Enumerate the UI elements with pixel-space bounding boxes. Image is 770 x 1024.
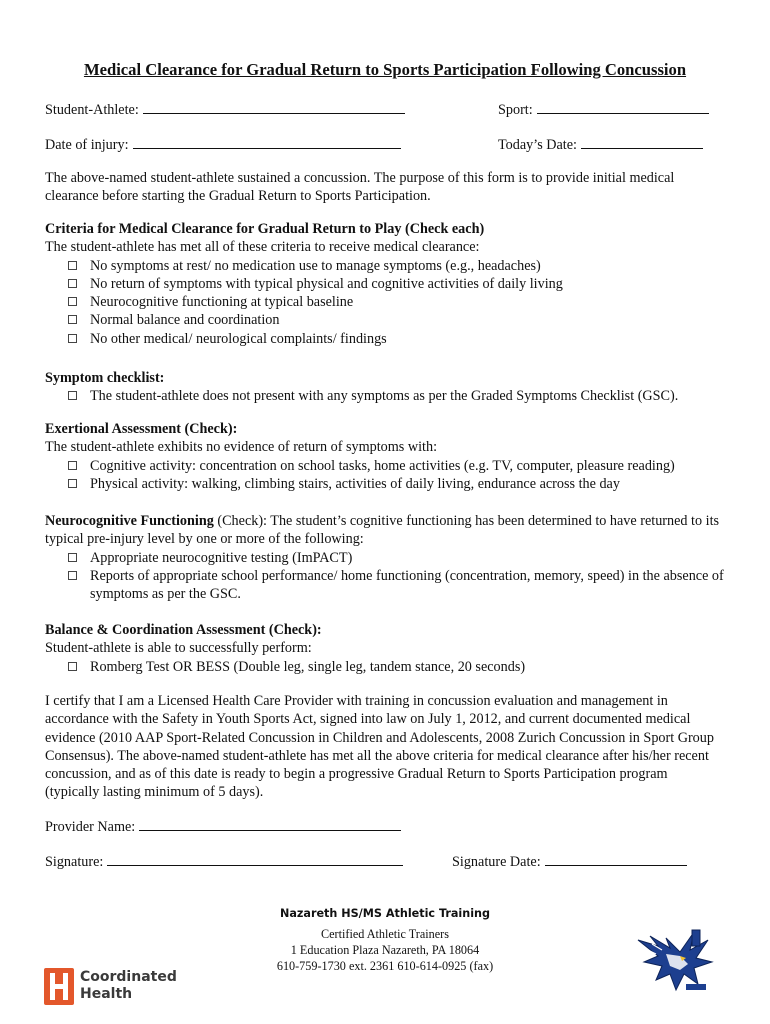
intro-paragraph bbox=[45, 169, 725, 206]
footer-line-2: 1 Education Plaza Nazareth, PA 18064 bbox=[290, 943, 480, 957]
neuro-section bbox=[45, 512, 725, 603]
coordinated-health-logo bbox=[44, 968, 177, 1006]
neuro-item: Appropriate neurocognitive testing (ImPACT) bbox=[45, 549, 725, 567]
coordinated-health-mark-icon bbox=[44, 968, 74, 1005]
footer-org: Nazareth HS/MS Athletic Training bbox=[279, 907, 491, 920]
coordinated-health-wordmark: Coordinated Health bbox=[80, 969, 177, 1002]
balance-section bbox=[45, 621, 725, 676]
checkbox[interactable] bbox=[68, 315, 77, 324]
symptom-item: The student-athlete does not present with any symptoms as per the Graded Symptoms Checklist (GSC). bbox=[45, 387, 725, 405]
signature-date-line[interactable] bbox=[545, 851, 687, 866]
exertional-section bbox=[45, 420, 725, 493]
sport-line[interactable] bbox=[537, 99, 709, 114]
criteria-item: Neurocognitive functioning at typical baseline bbox=[45, 293, 725, 311]
symptom-section bbox=[45, 369, 725, 406]
checkbox[interactable] bbox=[68, 391, 77, 400]
student-athlete-line[interactable] bbox=[143, 99, 405, 114]
exertional-lead: The student-athlete exhibits no evidence of return of symptoms with: bbox=[45, 439, 438, 456]
sport-field bbox=[498, 99, 709, 119]
balance-item: Romberg Test OR BESS (Double leg, single leg, tandem stance, 20 seconds) bbox=[45, 658, 725, 676]
checkbox[interactable] bbox=[68, 334, 77, 343]
eagle-mascot-icon bbox=[636, 928, 718, 998]
footer-line-3: 610-759-1730 ext. 2361 610-614-0925 (fax) bbox=[276, 959, 494, 973]
todays-date-label: Today’s Date: bbox=[498, 137, 577, 153]
criteria-item: No return of symptoms with typical physical and cognitive activities of daily living bbox=[45, 275, 725, 293]
neuro-header: Neurocognitive Functioning bbox=[45, 513, 214, 529]
provider-name-label: Provider Name: bbox=[45, 819, 136, 835]
todays-date-line[interactable] bbox=[581, 134, 703, 149]
criteria-item: Normal balance and coordination bbox=[45, 311, 725, 329]
balance-lead: Student-athlete is able to successfully perform: bbox=[45, 640, 312, 657]
checkbox[interactable] bbox=[68, 553, 77, 562]
symptom-header: Symptom checklist: bbox=[45, 370, 165, 386]
sport-label: Sport: bbox=[498, 102, 533, 118]
checkbox[interactable] bbox=[68, 479, 77, 488]
certification-paragraph bbox=[45, 692, 725, 802]
signature-date-field bbox=[452, 851, 687, 871]
date-of-injury-label: Date of injury: bbox=[45, 137, 129, 153]
certification-text: I certify that I am a Licensed Health Care Provider with training in concussion evaluation and management in accordance with the Safety in Youth Sports Act, signed into law on July 1, 2012, and current documented medical evidence (2010 AAP Sport-Related Concussion in Children and Adolescents, 2008 Zurich Concussion in Sport Group Consensus). The above-named student-athlete has met all the above criteria for medical clearance after his/her recent concussion, and as of this date is ready to begin a progressive Gradual Return to Sports Participation program (typically lasting minimum of 5 days). bbox=[45, 693, 714, 801]
intro-text: The above-named student-athlete sustained a concussion. The purpose of this form is to provide initial medical clearance before starting the Gradual Return to Sports Participation. bbox=[45, 170, 675, 205]
checkbox[interactable] bbox=[68, 261, 77, 270]
signature-label: Signature: bbox=[45, 854, 104, 870]
balance-header: Balance & Coordination Assessment (Check): bbox=[45, 622, 322, 638]
exertional-item: Physical activity: walking, climbing stairs, activities of daily living, endurance across the day bbox=[45, 475, 725, 493]
criteria-lead: The student-athlete has met all of these criteria to receive medical clearance: bbox=[45, 239, 480, 256]
provider-name-field bbox=[45, 816, 401, 836]
signature-field bbox=[45, 851, 403, 871]
footer-line-1: Certified Athletic Trainers bbox=[321, 927, 449, 941]
checkbox[interactable] bbox=[68, 571, 77, 580]
signature-date-label: Signature Date: bbox=[452, 854, 541, 870]
criteria-item: No other medical/ neurological complaints/ findings bbox=[45, 330, 725, 348]
checkbox[interactable] bbox=[68, 662, 77, 671]
todays-date-field bbox=[498, 134, 703, 154]
checkbox[interactable] bbox=[68, 279, 77, 288]
provider-name-line[interactable] bbox=[139, 816, 401, 831]
date-of-injury-line[interactable] bbox=[133, 134, 401, 149]
exertional-item: Cognitive activity: concentration on school tasks, home activities (e.g. TV, computer, pleasure reading) bbox=[45, 457, 725, 475]
exertional-header: Exertional Assessment (Check): bbox=[45, 421, 238, 437]
criteria-header: Criteria for Medical Clearance for Gradual Return to Play (Check each) bbox=[45, 221, 485, 237]
student-athlete-field bbox=[45, 99, 405, 119]
checkbox[interactable] bbox=[68, 297, 77, 306]
neuro-lead bbox=[45, 512, 725, 549]
form-title: Medical Clearance for Gradual Return to Sports Participation Following Concussion bbox=[83, 60, 687, 79]
student-athlete-label: Student-Athlete: bbox=[45, 102, 139, 118]
neuro-lead-text: (Check): The student’s cognitive functioning has been determined to have returned to its typical pre-injury level by one or more of the following: bbox=[45, 513, 720, 548]
date-of-injury-field bbox=[45, 134, 401, 154]
signature-line[interactable] bbox=[107, 851, 403, 866]
criteria-item: No symptoms at rest/ no medication use to manage symptoms (e.g., headaches) bbox=[45, 257, 725, 275]
checkbox[interactable] bbox=[68, 461, 77, 470]
neuro-item: Reports of appropriate school performance/ home functioning (concentration, memory, speed) in the absence of symptoms as per the GSC. bbox=[45, 567, 725, 604]
criteria-section bbox=[45, 220, 725, 348]
